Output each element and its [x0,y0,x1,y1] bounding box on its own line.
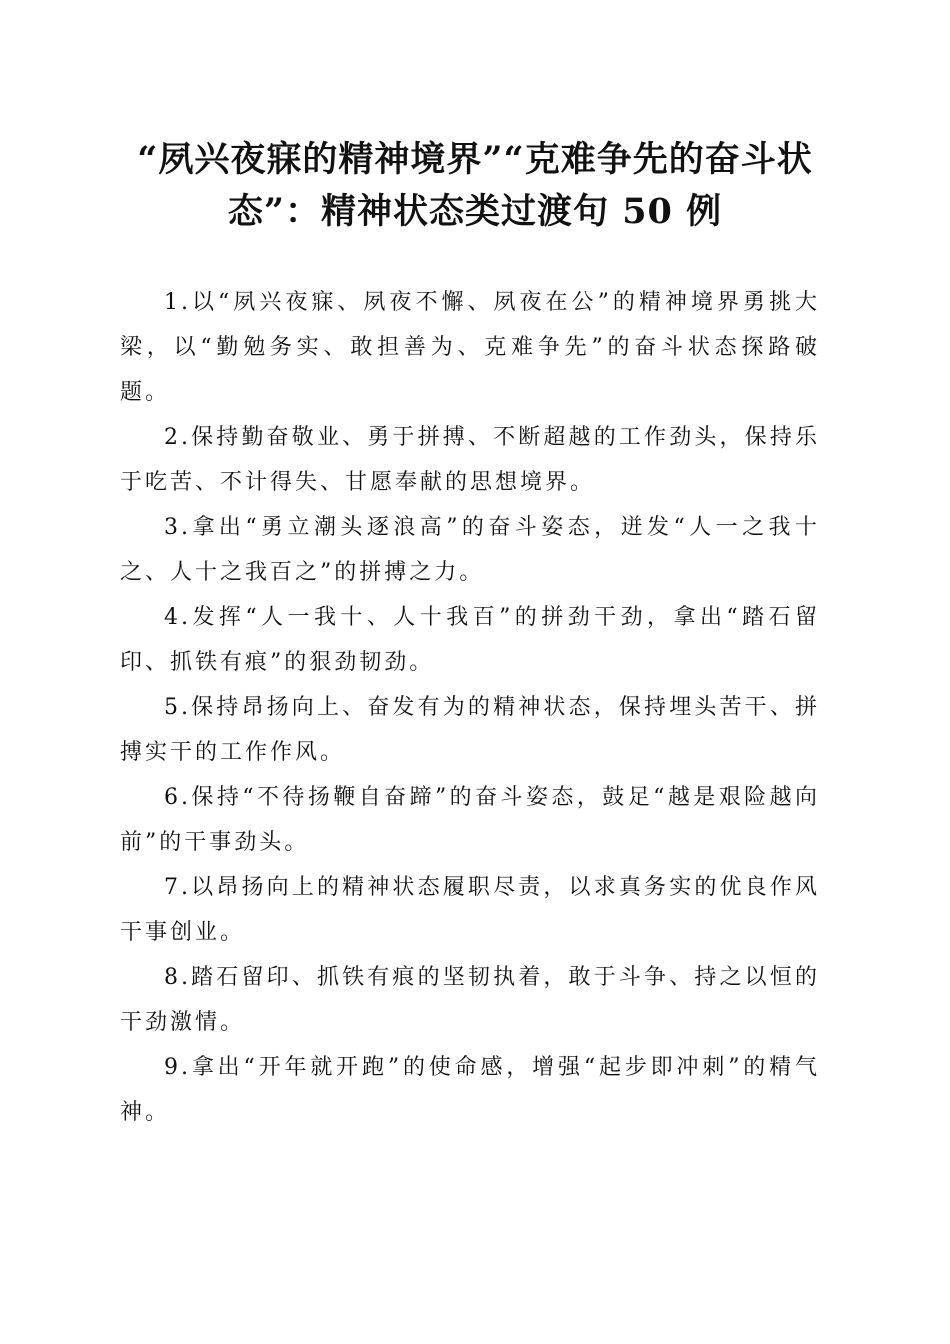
paragraph-item-5: 5.保持昂扬向上、奋发有为的精神状态，保持埋头苦干、拼搏实干的工作作风。 [120,695,820,765]
paragraph-item-1: 1.以“夙兴夜寐、夙夜不懈、夙夜在公”的精神境界勇挑大梁，以“勤勉务实、敢担善为、克难争先”的奋斗状态探路破题。 [120,290,820,405]
paragraph-item-3: 3.拿出“勇立潮头逐浪高”的奋斗姿态，迸发“人一之我十之、人十之我百之”的拼搏之力。 [120,515,820,585]
title-line-1: “夙兴夜寐的精神境界”“克难争先的奋斗状 [137,139,813,180]
paragraph-item-6: 6.保持“不待扬鞭自奋蹄”的奋斗姿态，鼓足“越是艰险越向前”的干事劲头。 [120,785,820,855]
paragraph-item-9: 9.拿出“开年就开跑”的使命感，增强“起步即冲刺”的精气神。 [120,1055,820,1125]
paragraph-item-7: 7.以昂扬向上的精神状态履职尽责，以求真务实的优良作风干事创业。 [120,875,820,945]
paragraph-item-2: 2.保持勤奋敬业、勇于拼搏、不断超越的工作劲头，保持乐于吃苦、不计得失、甘愿奉献的思想境界。 [120,425,820,495]
document-title [110,134,840,238]
title-line-2: 态”：精神状态类过渡句 50 例 [227,191,723,232]
paragraph-item-4: 4.发挥“人一我十、人十我百”的拼劲干劲，拿出“踏石留印、抓铁有痕”的狠劲韧劲。 [120,605,820,675]
paragraph-item-8: 8.踏石留印、抓铁有痕的坚韧执着，敢于斗争、持之以恒的干劲激情。 [120,965,820,1035]
document-body [120,280,820,1135]
